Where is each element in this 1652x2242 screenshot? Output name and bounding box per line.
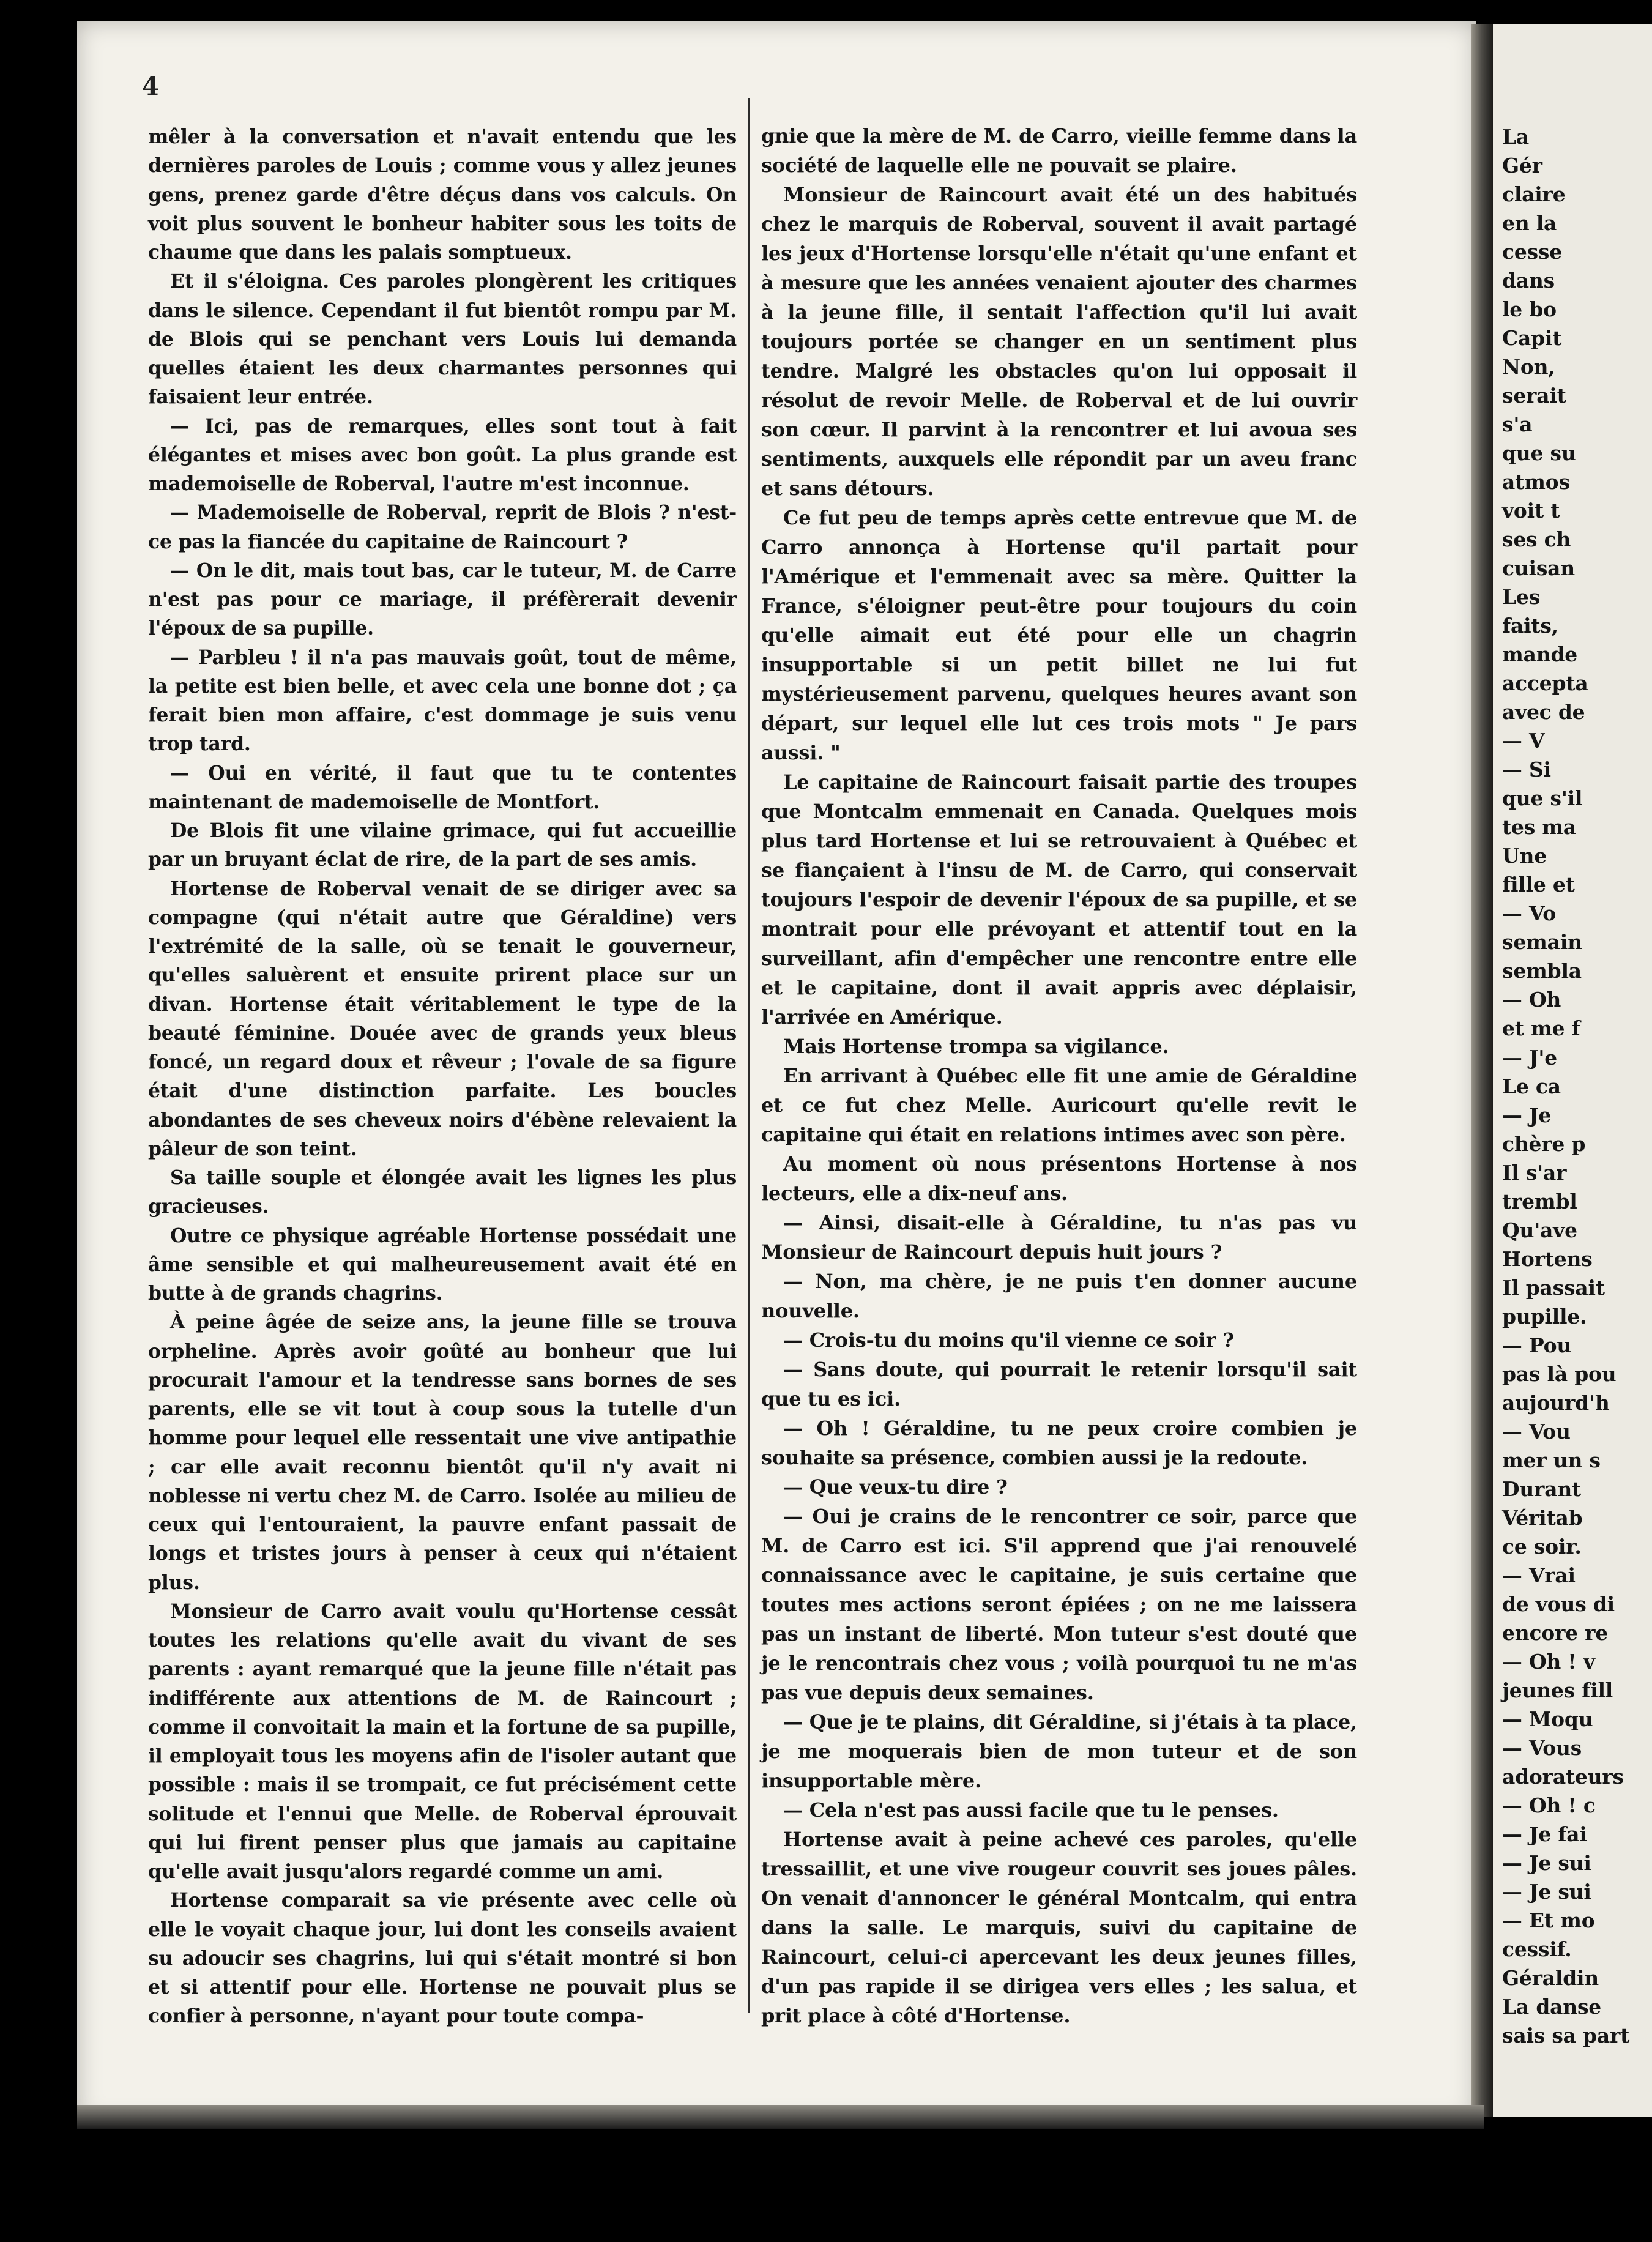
paragraph: Sa taille souple et élongée avait les lignes les plus gracieuses. xyxy=(148,1166,737,1218)
fragment-line: adorateurs xyxy=(1502,1764,1624,1789)
fragment-line: — Moqu xyxy=(1502,1707,1593,1731)
fragment-line: ses ch xyxy=(1502,527,1571,552)
fragment-line: Les xyxy=(1502,585,1540,609)
fragment-line: semain xyxy=(1502,930,1582,955)
paragraph: Hortense avait à peine achevé ces paroles, qu'elle tressaillit, et une vive rougeur couvrit ses joues pâles. On venait d'annoncer le général Montcalm, qui entra dans la salle. Le marquis, suivi du capitaine de Raincourt, celui-ci apercevant les deux jeunes filles, d'un pas rapide il se dirigea vers elles ; les salua, et prit place à côté d'Hortense. xyxy=(761,1828,1357,2027)
fragment-line: — Et mo xyxy=(1502,1908,1595,1932)
fragment-line: — Pou xyxy=(1502,1333,1572,1357)
fragment-line: Qu'ave xyxy=(1502,1218,1577,1242)
paragraph: — Ici, pas de remarques, elles sont tout à fait élégantes et mises avec bon goût. La plus grande est mademoiselle de Roberval, l'autre m'est inconnue. xyxy=(148,414,737,495)
fragment-line: — Si xyxy=(1502,758,1551,782)
fragment-line: Le ca xyxy=(1502,1074,1561,1098)
paragraph: — Oh ! Géraldine, tu ne peux croire combien je souhaite sa présence, combien aussi je la redoute. xyxy=(761,1417,1357,1469)
fragment-line: aujourd'h xyxy=(1502,1390,1610,1415)
page-bottom-shadow xyxy=(77,2105,1484,2129)
paragraph: — Que veux-tu dire ? xyxy=(783,1475,1008,1499)
fragment-line: avec de xyxy=(1502,700,1585,724)
fragment-line: fille et xyxy=(1502,873,1575,897)
fragment-line: mer un s xyxy=(1502,1448,1601,1472)
fragment-line: sais sa part xyxy=(1502,2024,1630,2048)
paragraph: — Non, ma chère, je ne puis t'en donner aucune nouvelle. xyxy=(761,1270,1357,1322)
fragment-line: voit t xyxy=(1502,499,1560,523)
paragraph: À peine âgée de seize ans, la jeune fille se trouva orpheline. Après avoir goûté au bonheur que lui procurait l'amour et la tendresse sans bornes de ses parents, elle se vit tout à coup sous la tutelle d'un homme pour lequel elle ressentait une vive antipathie ; car elle avait reconnu bientôt qu'il n'y avait ni noblesse ni vertu chez M. de Carro. Isolée au milieu de ceux qui l'entouraient, la pauvre enfant passait de longs et tristes jours à penser à ceux qui n'étaient plus. xyxy=(148,1311,737,1594)
paragraph: gnie que la mère de M. de Carro, vieille femme dans la société de laquelle elle ne pouvait se plaire. xyxy=(761,124,1357,177)
fragment-line: et me f xyxy=(1502,1016,1580,1041)
fragment-line: tes ma xyxy=(1502,815,1577,840)
fragment-line: — Vou xyxy=(1502,1419,1571,1443)
page-fold-shadow xyxy=(1471,24,1493,2117)
fragment-line: — Je sui xyxy=(1502,1879,1591,1904)
fragment-line: cuisan xyxy=(1502,556,1576,581)
fragment-line: Gér xyxy=(1502,154,1542,178)
fragment-line: — Oh ! c xyxy=(1502,1793,1596,1817)
fragment-line: chère p xyxy=(1502,1131,1586,1156)
fragment-line: encore re xyxy=(1502,1620,1609,1645)
paragraph: — On le dit, mais tout bas, car le tuteur, M. de Carre n'est pas pour ce mariage, il préfèrerait devenir l'époux de sa pupille. xyxy=(148,559,737,640)
fragment-line: Il passait xyxy=(1502,1275,1605,1300)
fragment-line: — Je xyxy=(1502,1103,1552,1127)
fragment-line: claire xyxy=(1502,182,1566,207)
paragraph: — Oui je crains de le rencontrer ce soir, parce que M. de Carro est ici. S'il apprend que j'ai renouvelé connaissance avec le capitaine, je suis certaine que toutes mes actions seront épiées ; on ne me laissera pas un instant de liberté. Mon tuteur s'est douté que je le rencontrais chez vous ; voilà pourquoi tu ne m'as pas vue depuis deux semaines. xyxy=(761,1505,1357,1704)
fragment-line: dans xyxy=(1502,269,1555,293)
paragraph: — Parbleu ! il n'a pas mauvais goût, tout de même, la petite est bien belle, et avec cela une bonne dot ; ça ferait bien mon affaire, c'est dommage je suis venu trop tard. xyxy=(148,646,737,756)
fragment-line: Une xyxy=(1502,844,1547,868)
fragment-line: mande xyxy=(1502,642,1578,667)
fragment-line: — Oh ! v xyxy=(1502,1649,1595,1674)
fragment-line: faits, xyxy=(1502,614,1558,638)
fragment-line: — Vo xyxy=(1502,901,1557,926)
paragraph: Hortense de Roberval venait de se diriger avec sa compagne (qui n'était autre que Géraldine) vers l'extrémité de la salle, où se tenait le gouverneur, qu'elles saluèrent et ensuite prirent place sur un divan. Hortense était véritablement le type de la beauté féminine. Douée avec de grands yeux bleus foncé, un regard doux et rêveur ; l'ovale de sa figure était d'une distinction parfaite. Les boucles abondantes de ses cheveux noirs d'ébène relevaient la pâleur de son teint. xyxy=(148,877,737,1160)
paragraph: Hortense comparait sa vie présente avec celle où elle le voyait chaque jour, lui dont les conseils avaient su adoucir ses chagrins, lui qui s'était montré si bon et si attentif pour elle. Hortense ne pouvait plus se confier à personne, n'ayant pour toute compa- xyxy=(148,1889,737,2028)
paragraph: Le capitaine de Raincourt faisait partie des troupes que Montcalm emmenait en Canada. Quelques mois plus tard Hortense et lui se retrouvaient à Québec et se fiançaient à l'insu de M. de Carro, qui conservait toujours l'espoir de devenir l'époux de sa pupille, et se montrait pour elle prévoyant et attentif tout en la surveillant, afin d'empêcher une rencontre entre elle et le capitaine, dont il avait appris avec déplaisir, l'arrivée en Amérique. xyxy=(761,770,1357,1029)
paragraph: Et il s'éloigna. Ces paroles plongèrent les critiques dans le silence. Cependant il fut bientôt rompu par M. de Blois qui se penchant vers Louis lui demanda quelles étaient les deux charmantes personnes qui faisaient leur entrée. xyxy=(148,270,737,409)
left-text-column xyxy=(148,122,737,2031)
fragment-line: que s'il xyxy=(1502,786,1583,811)
fragment-line: pupille. xyxy=(1502,1304,1587,1328)
fragment-line: Non, xyxy=(1502,355,1555,379)
fragment-line: Hortens xyxy=(1502,1246,1593,1271)
right-page-text-fragment xyxy=(1502,122,1649,2050)
paragraph: Monsieur de Carro avait voulu qu'Hortense cessât toutes les relations qu'elle avait du vivant de ses parents : ayant remarqué que la jeune fille n'était pas indifférente aux attentions de M. de Raincourt ; comme il convoitait la main et la fortune de sa pupille, il employait tous les moyens afin de l'isoler autant que possible : mais il se trompait, ce fut précisément cette solitude et l'ennui que Melle. de Roberval éprouvait qui lui firent penser plus que jamais au capitaine qu'elle avait jusqu'alors regardé comme un ami. xyxy=(148,1600,737,1883)
paragraph: — Ainsi, disait-elle à Géraldine, tu n'as pas vu Monsieur de Raincourt depuis huit jours ? xyxy=(761,1211,1357,1264)
paragraph: Monsieur de Raincourt avait été un des habitués chez le marquis de Roberval, souvent il avait partagé les jeux d'Hortense lorsqu'elle n'était qu'une enfant et à mesure que les années venaient ajouter des charmes à la jeune fille, il sentait l'affection qu'il lui avait toujours portée se changer en un sentiment plus tendre. Malgré les obstacles qu'on lui opposait il résolut de revoir Melle. de Roberval et de lui ouvrir son cœur. Il parvint à la rencontrer et lui avoua ses sentiments, auxquels elle répondit par un aveu franc et sans détours. xyxy=(761,183,1357,500)
fragment-line: La xyxy=(1502,125,1530,149)
fragment-line: cesse xyxy=(1502,240,1562,264)
paragraph: Mais Hortense trompa sa vigilance. xyxy=(783,1035,1169,1058)
fragment-line: — V xyxy=(1502,729,1545,753)
middle-text-column xyxy=(761,121,1357,2030)
fragment-line: — Vous xyxy=(1502,1735,1582,1760)
fragment-line: Géraldin xyxy=(1502,1966,1599,1990)
paragraph: — Crois-tu du moins qu'il vienne ce soir ? xyxy=(783,1328,1234,1352)
fragment-line: pas là pou xyxy=(1502,1361,1617,1386)
column-divider xyxy=(748,98,750,2013)
fragment-line: Capit xyxy=(1502,326,1562,351)
fragment-line: jeunes fill xyxy=(1502,1678,1613,1702)
fragment-line: — J'e xyxy=(1502,1045,1557,1070)
fragment-line: La danse xyxy=(1502,1995,1602,2019)
fragment-line: — Oh xyxy=(1502,988,1561,1012)
fragment-line: que su xyxy=(1502,441,1576,466)
paragraph: En arrivant à Québec elle fit une amie de Géraldine et ce fut chez Melle. Auricourt qu'elle revit le capitaine qui était en relations intimes avec son père. xyxy=(761,1064,1357,1146)
fragment-line: cessif. xyxy=(1502,1937,1572,1961)
fragment-line: serait xyxy=(1502,384,1566,408)
paragraph: — Que je te plains, dit Géraldine, si j'étais à ta place, je me moquerais bien de mon tuteur et de son insupportable mère. xyxy=(761,1710,1357,1792)
fragment-line: Véritab xyxy=(1502,1505,1583,1530)
fragment-line: s'a xyxy=(1502,412,1533,437)
fragment-line: sembla xyxy=(1502,959,1582,983)
paragraph: — Mademoiselle de Roberval, reprit de Blois ? n'est-ce pas la fiancée du capitaine de Raincourt ? xyxy=(148,501,737,553)
fragment-line: Durant xyxy=(1502,1477,1582,1501)
paragraph: Ce fut peu de temps après cette entrevue que M. de Carro annonça à Hortense qu'il partait pour l'Amérique et l'emmenait avec sa mère. Quitter la France, s'éloigner peut-être pour toujours du coin qu'elle aimait eut été pour elle un chagrin insupportable si un petit billet ne lui fut mystérieusement parvenu, quelques heures avant son départ, sur lequel elle lut ces trois mots " Je pars aussi. " xyxy=(761,506,1357,764)
paragraph: mêler à la conversation et n'avait entendu que les dernières paroles de Louis ; comme vous y allez jeunes gens, prenez garde d'être déçus dans vos calculs. On voit plus souvent le bonheur habiter sous les toits de chaume que dans les palais somptueux. xyxy=(148,125,737,264)
fragment-line: ce soir. xyxy=(1502,1534,1582,1559)
fragment-line: accepta xyxy=(1502,671,1588,696)
paragraph: Au moment où nous présentons Hortense à nos lecteurs, elle a dix-neuf ans. xyxy=(761,1152,1357,1205)
fragment-line: Il s'ar xyxy=(1502,1160,1567,1185)
fragment-line: le bo xyxy=(1502,297,1557,322)
fragment-line: — Je fai xyxy=(1502,1822,1587,1846)
paragraph: — Sans doute, qui pourrait le retenir lorsqu'il sait que tu es ici. xyxy=(761,1358,1357,1410)
page-number: 4 xyxy=(142,72,159,101)
fragment-line: trembl xyxy=(1502,1189,1577,1213)
paragraph: De Blois fit une vilaine grimace, qui fut accueillie par un bruyant éclat de rire, de la part de ses amis. xyxy=(148,819,737,871)
fragment-line: — Je sui xyxy=(1502,1850,1591,1875)
fragment-line: — Vrai xyxy=(1502,1563,1576,1587)
paragraph: — Cela n'est pas aussi facile que tu le penses. xyxy=(783,1798,1279,1822)
fragment-line: atmos xyxy=(1502,470,1570,494)
paragraph: Outre ce physique agréable Hortense possédait une âme sensible et qui malheureusement avait été en butte à de grands chagrins. xyxy=(148,1224,737,1305)
paragraph: — Oui en vérité, il faut que tu te contentes maintenant de mademoiselle de Montfort. xyxy=(148,761,737,813)
fragment-line: en la xyxy=(1502,211,1557,236)
fragment-line: de vous di xyxy=(1502,1592,1615,1616)
